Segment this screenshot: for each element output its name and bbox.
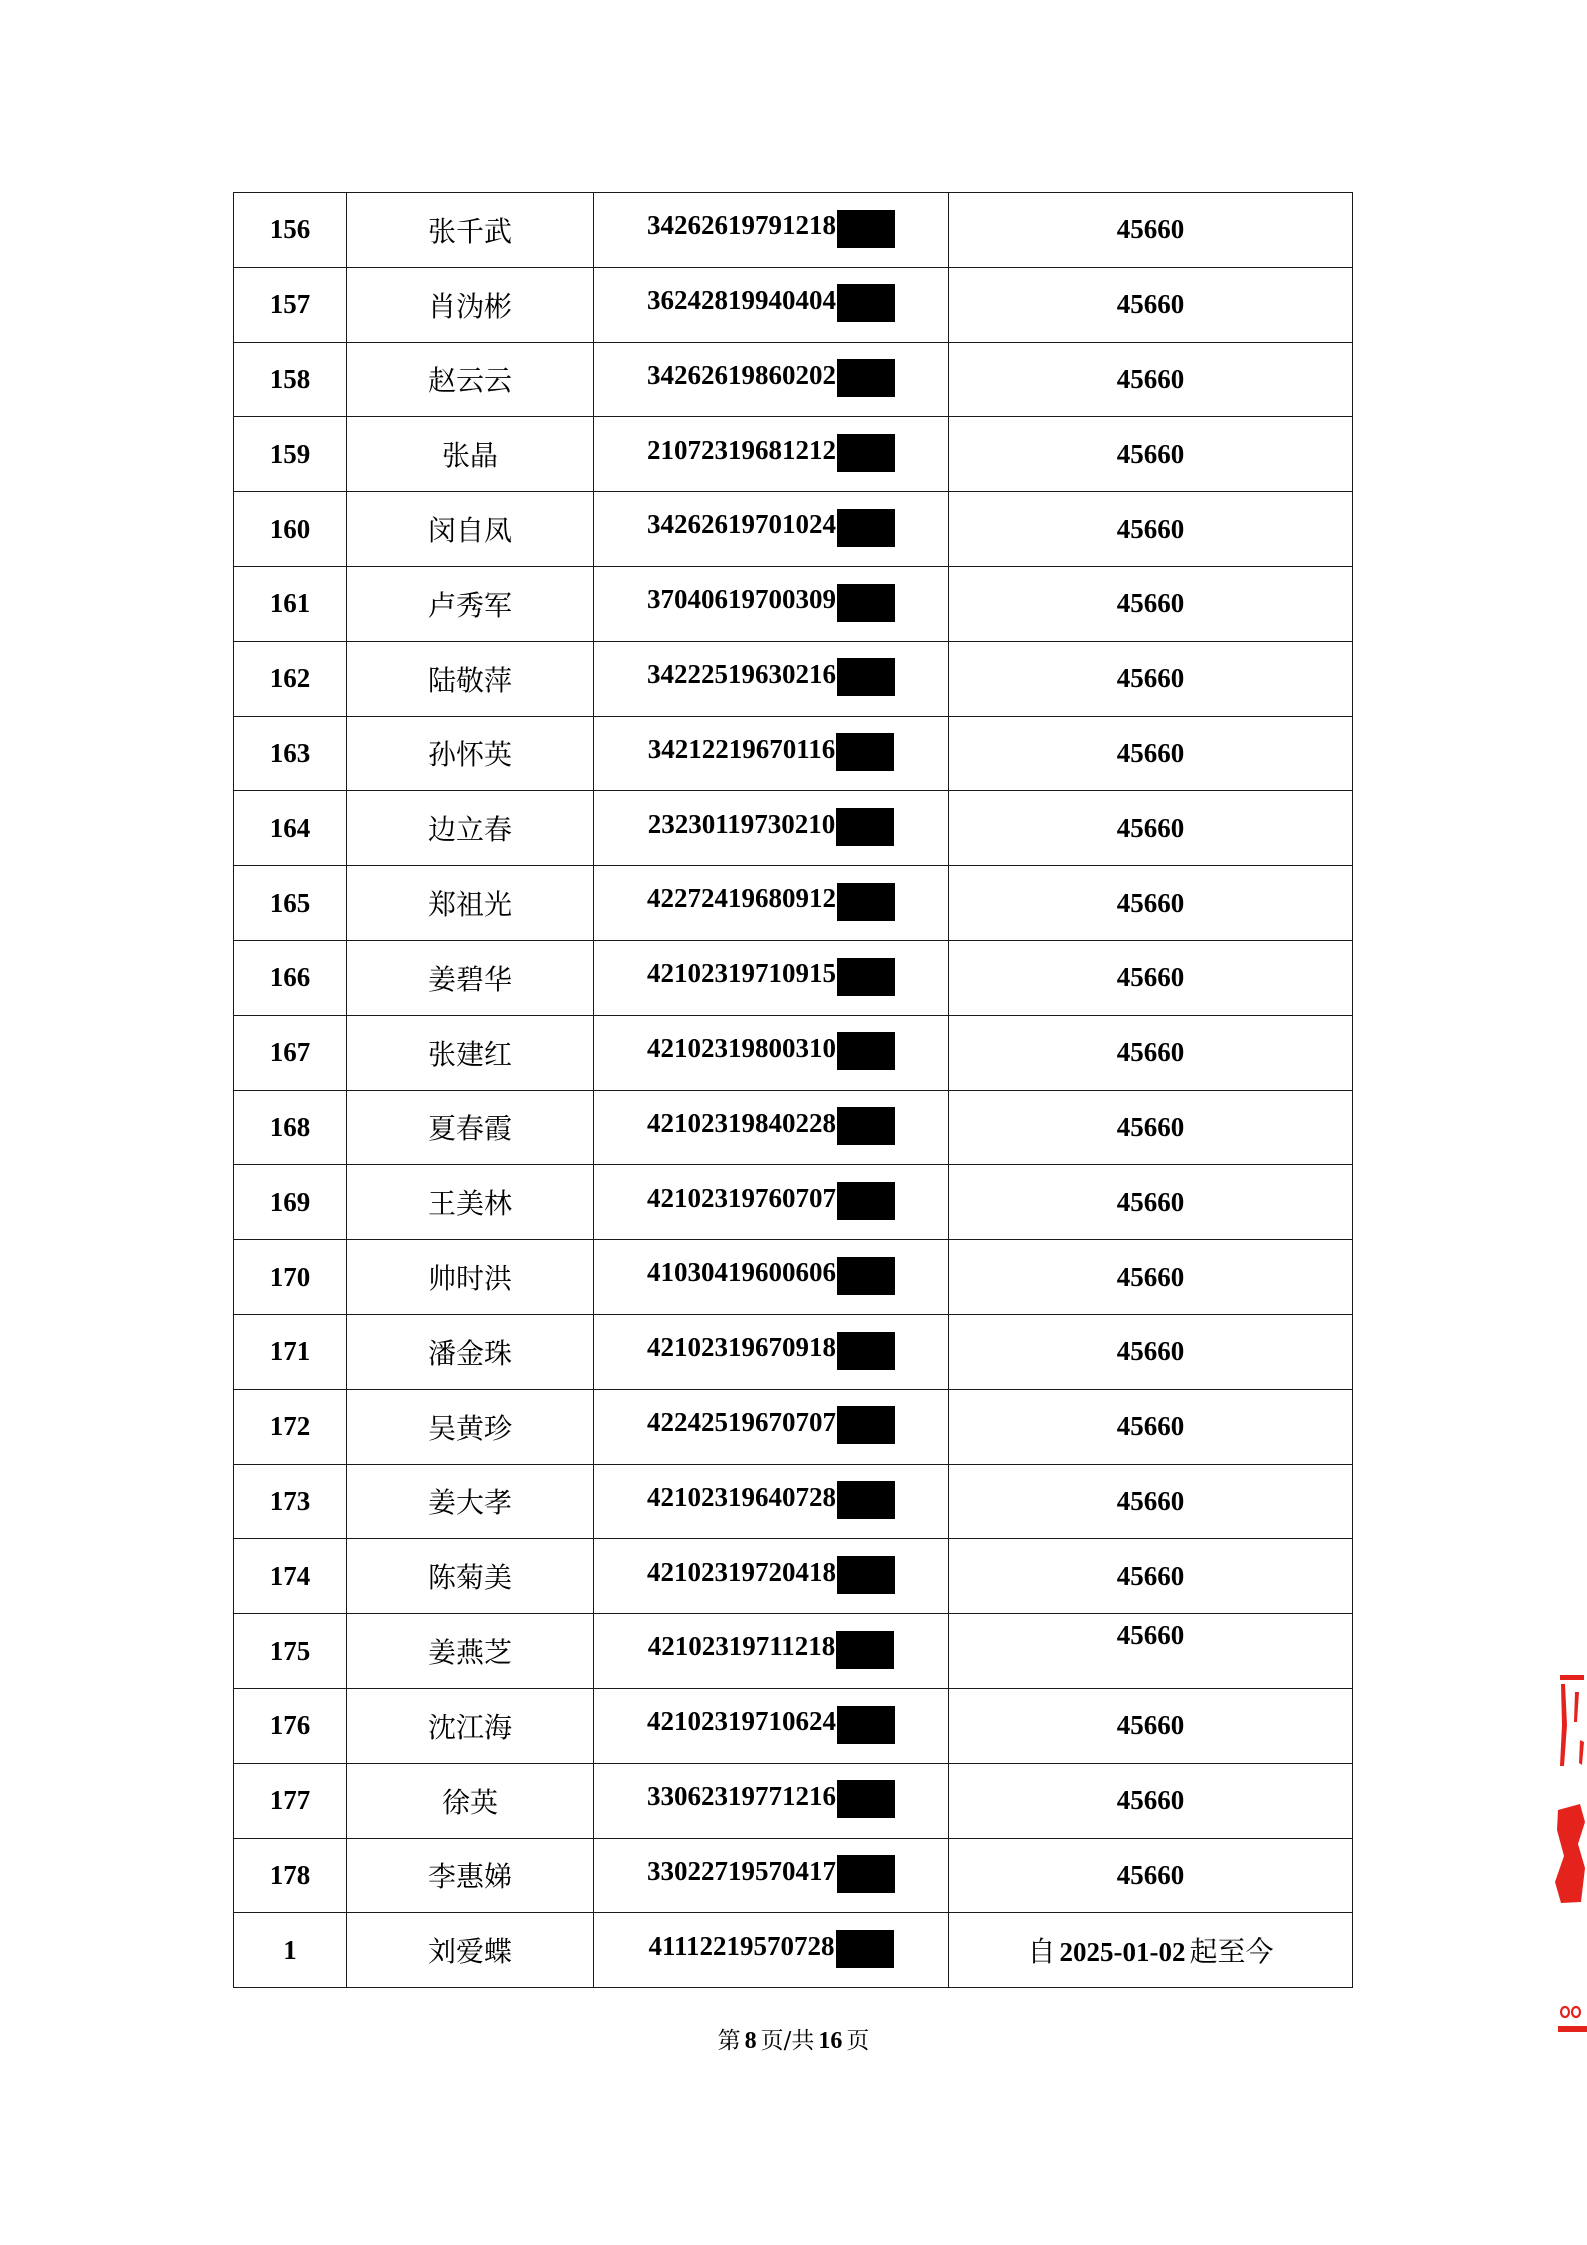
name-cell <box>347 1240 594 1315</box>
id-number-cell <box>594 193 949 268</box>
amount-value: 45660 <box>1116 363 1185 394</box>
id-number-cell <box>594 641 949 716</box>
amount-cell <box>949 1464 1353 1539</box>
person-name: 卢秀军 <box>427 588 512 622</box>
amount-cell <box>949 1913 1353 1988</box>
id-number-visible: 34262619791218 <box>647 210 836 241</box>
id-number-visible: 42102319840228 <box>647 1107 836 1138</box>
id-number-cell <box>594 866 949 941</box>
footer-suffix: 页 <box>846 2028 870 2054</box>
amount-value: 45660 <box>1116 1336 1185 1367</box>
table-row <box>234 1165 1353 1240</box>
id-number-visible: 23230119730210 <box>647 808 836 839</box>
person-name: 姜大孝 <box>427 1486 512 1520</box>
row-number-cell <box>234 342 347 417</box>
id-number-cell <box>594 417 949 492</box>
row-number-cell <box>234 1015 347 1090</box>
redaction-box <box>836 808 894 846</box>
redaction-box <box>837 1706 895 1744</box>
amount-part: 起至今 <box>1189 1935 1274 1969</box>
row-number: 161 <box>269 588 311 619</box>
person-name: 李惠娣 <box>427 1860 512 1894</box>
row-number: 177 <box>269 1785 311 1816</box>
table-row <box>234 1389 1353 1464</box>
id-number-cell <box>594 1838 949 1913</box>
table-row <box>234 193 1353 268</box>
person-name: 沈江海 <box>427 1710 512 1744</box>
row-number-cell <box>234 1389 347 1464</box>
row-number-cell <box>234 1240 347 1315</box>
amount-value: 45660 <box>1116 1785 1185 1816</box>
person-name: 姜碧华 <box>427 962 512 996</box>
table-row <box>234 716 1353 791</box>
row-number-cell <box>234 193 347 268</box>
person-name: 孙怀英 <box>427 738 512 772</box>
redaction-box <box>837 584 895 622</box>
roster-table-body <box>234 193 1353 1988</box>
person-name: 潘金珠 <box>427 1336 512 1370</box>
id-number-cell <box>594 1763 949 1838</box>
id-number-visible: 42242519670707 <box>647 1406 836 1437</box>
redaction-box <box>837 509 895 547</box>
person-name: 赵云云 <box>427 364 512 398</box>
row-number-cell <box>234 641 347 716</box>
amount-value: 45660 <box>1116 1186 1185 1217</box>
row-number: 176 <box>269 1710 311 1741</box>
roster-table <box>233 192 1353 1988</box>
amount-value: 45660 <box>1116 962 1185 993</box>
id-number-cell <box>594 716 949 791</box>
name-cell <box>347 1090 594 1165</box>
redaction-box <box>837 1107 895 1145</box>
row-number-cell <box>234 1614 347 1689</box>
name-cell <box>347 1314 594 1389</box>
amount-cell <box>949 1314 1353 1389</box>
person-name: 陈菊美 <box>427 1561 512 1595</box>
page-footer <box>0 2022 1587 2055</box>
amount-value: 45660 <box>1116 1411 1185 1442</box>
table-row <box>234 267 1353 342</box>
redaction-box <box>837 434 895 472</box>
amount-cell <box>949 1614 1353 1689</box>
row-number: 160 <box>269 513 311 544</box>
id-number-visible: 42102319800310 <box>647 1033 836 1063</box>
amount-value: 45660 <box>1116 663 1185 694</box>
person-name: 帅时洪 <box>427 1262 512 1296</box>
amount-value: 45660 <box>1116 1111 1185 1142</box>
person-name: 姜燕芝 <box>427 1636 512 1670</box>
person-name: 边立春 <box>427 813 512 847</box>
id-number-cell <box>594 791 949 866</box>
row-number: 173 <box>269 1485 311 1516</box>
person-name: 张建红 <box>427 1037 512 1071</box>
id-number-cell <box>594 1015 949 1090</box>
row-number: 171 <box>269 1336 311 1367</box>
amount-cell <box>949 1688 1353 1763</box>
row-number: 156 <box>269 214 311 245</box>
amount-cell <box>949 1015 1353 1090</box>
name-cell <box>347 940 594 1015</box>
footer-prefix: 第 <box>717 2028 741 2054</box>
redaction-box <box>837 1780 895 1818</box>
amount-cell <box>949 492 1353 567</box>
name-cell <box>347 791 594 866</box>
redaction-box <box>837 958 895 996</box>
table-row <box>234 1240 1353 1315</box>
name-cell <box>347 1389 594 1464</box>
id-number-visible: 41030419600606 <box>647 1257 836 1288</box>
id-number-cell <box>594 1464 949 1539</box>
amount-value: 45660 <box>1116 1710 1185 1741</box>
amount-cell <box>949 267 1353 342</box>
amount-value: 45660 <box>1116 737 1185 768</box>
amount-cell <box>949 566 1353 641</box>
person-name: 张晶 <box>441 439 498 473</box>
person-name: 吴黄珍 <box>427 1411 512 1445</box>
table-row <box>234 1614 1353 1689</box>
id-number-visible: 34222519630216 <box>647 659 836 690</box>
id-number-visible: 34212219670116 <box>647 733 836 764</box>
row-number-cell <box>234 1314 347 1389</box>
redaction-box <box>837 284 895 322</box>
footer-middle: 页/共 <box>760 2028 815 2054</box>
id-number-cell <box>594 1614 949 1689</box>
table-row <box>234 1913 1353 1988</box>
amount-value: 45660 <box>1116 588 1185 619</box>
redaction-box <box>836 1930 894 1968</box>
id-number-visible: 42102319710624 <box>647 1706 836 1737</box>
redaction-box <box>837 210 895 248</box>
name-cell <box>347 342 594 417</box>
id-number-visible: 42102319670918 <box>647 1332 836 1363</box>
name-cell <box>347 641 594 716</box>
person-name: 郑祖光 <box>427 888 512 922</box>
id-number-cell <box>594 566 949 641</box>
name-cell <box>347 1464 594 1539</box>
id-number-cell <box>594 1240 949 1315</box>
redaction-box <box>837 1257 895 1295</box>
redaction-box <box>837 1406 895 1444</box>
total-pages: 16 <box>818 2028 843 2054</box>
row-number-cell <box>234 791 347 866</box>
table-row <box>234 866 1353 941</box>
id-number-visible: 42102319720418 <box>647 1556 836 1587</box>
redaction-box <box>837 359 895 397</box>
id-number-visible: 42102319711218 <box>647 1631 836 1662</box>
id-number-cell <box>594 1090 949 1165</box>
row-number-cell <box>234 1688 347 1763</box>
row-number-cell <box>234 1165 347 1240</box>
table-row <box>234 1464 1353 1539</box>
id-number-cell <box>594 1314 949 1389</box>
id-number-visible: 34262619701024 <box>647 509 836 540</box>
table-row <box>234 641 1353 716</box>
redaction-box <box>837 1332 895 1370</box>
name-cell <box>347 492 594 567</box>
row-number-cell <box>234 1763 347 1838</box>
id-number-cell <box>594 940 949 1015</box>
table-row <box>234 1688 1353 1763</box>
id-number-visible: 42102319710915 <box>647 958 836 989</box>
id-number-visible: 21072319681212 <box>647 434 836 465</box>
amount-cell <box>949 1763 1353 1838</box>
table-row <box>234 566 1353 641</box>
amount-cell <box>949 1838 1353 1913</box>
row-number-cell <box>234 566 347 641</box>
redaction-box <box>836 733 894 771</box>
table-row <box>234 1015 1353 1090</box>
person-name: 张千武 <box>427 214 512 248</box>
amount-cell <box>949 193 1353 268</box>
row-number: 174 <box>269 1560 311 1591</box>
name-cell <box>347 1688 594 1763</box>
table-row <box>234 1090 1353 1165</box>
row-number: 159 <box>269 438 311 469</box>
name-cell <box>347 1539 594 1614</box>
row-number-cell <box>234 1838 347 1913</box>
row-number: 1 <box>283 1934 297 1965</box>
table-row <box>234 342 1353 417</box>
row-number: 170 <box>269 1261 311 1292</box>
amount-part: 自 <box>1027 1935 1056 1969</box>
table-row <box>234 492 1353 567</box>
person-name: 肖沩彬 <box>427 289 512 323</box>
name-cell <box>347 1614 594 1689</box>
amount-cell <box>949 791 1353 866</box>
person-name: 夏春霞 <box>427 1112 512 1146</box>
amount-value: 45660 <box>1116 1485 1185 1516</box>
person-name: 王美林 <box>427 1187 512 1221</box>
id-number-visible: 41112219570728 <box>648 1930 835 1961</box>
id-number-cell <box>594 267 949 342</box>
amount-cell <box>949 866 1353 941</box>
amount-cell <box>949 1389 1353 1464</box>
amount-value: 45660 <box>1116 1261 1185 1292</box>
name-cell <box>347 566 594 641</box>
id-number-cell <box>594 1913 949 1988</box>
row-number: 168 <box>269 1111 311 1142</box>
row-number: 169 <box>269 1186 311 1217</box>
amount-cell <box>949 1539 1353 1614</box>
row-number: 167 <box>269 1037 311 1068</box>
person-name: 刘爱蝶 <box>427 1935 512 1969</box>
redaction-box <box>836 1631 894 1669</box>
redaction-box <box>837 1182 895 1220</box>
name-cell <box>347 1763 594 1838</box>
row-number: 157 <box>269 289 311 320</box>
amount-value: 45660 <box>1116 1619 1185 1650</box>
name-cell <box>347 866 594 941</box>
name-cell <box>347 716 594 791</box>
id-number-visible: 42272419680912 <box>647 883 836 914</box>
row-number: 158 <box>269 363 311 394</box>
id-number-visible: 42102319760707 <box>647 1182 836 1213</box>
row-number-cell <box>234 417 347 492</box>
amount-value: 45660 <box>1116 887 1185 918</box>
redaction-box <box>837 1481 895 1519</box>
amount-cell <box>949 940 1353 1015</box>
row-number-cell <box>234 1464 347 1539</box>
redaction-box <box>837 1556 895 1594</box>
id-number-cell <box>594 1539 949 1614</box>
row-number-cell <box>234 716 347 791</box>
id-number-visible: 37040619700309 <box>647 584 836 615</box>
amount-cell <box>949 342 1353 417</box>
row-number-cell <box>234 492 347 567</box>
id-number-visible: 42102319640728 <box>647 1481 836 1512</box>
amount-value: 45660 <box>1116 1560 1185 1591</box>
name-cell <box>347 1015 594 1090</box>
table-row <box>234 1763 1353 1838</box>
amount-cell <box>949 641 1353 716</box>
row-number: 178 <box>269 1859 311 1890</box>
row-number: 166 <box>269 962 311 993</box>
name-cell <box>347 417 594 492</box>
redaction-box <box>837 658 895 696</box>
amount-value: 45660 <box>1116 1859 1185 1890</box>
redaction-box <box>837 1032 895 1070</box>
id-number-cell <box>594 492 949 567</box>
row-number-cell <box>234 940 347 1015</box>
row-number-cell <box>234 866 347 941</box>
table-row <box>234 1539 1353 1614</box>
amount-value: 45660 <box>1116 1037 1185 1068</box>
table-row <box>234 791 1353 866</box>
name-cell <box>347 1165 594 1240</box>
row-number: 165 <box>269 887 311 918</box>
id-number-cell <box>594 1165 949 1240</box>
row-number: 164 <box>269 812 311 843</box>
seal-fragment <box>1550 1670 1587 2045</box>
person-name: 闵自凤 <box>427 514 512 548</box>
table-row <box>234 1314 1353 1389</box>
amount-value: 45660 <box>1116 438 1185 469</box>
name-cell <box>347 193 594 268</box>
id-number-visible: 34262619860202 <box>647 359 836 390</box>
row-number: 163 <box>269 737 311 768</box>
name-cell <box>347 267 594 342</box>
amount-cell <box>949 716 1353 791</box>
row-number-cell <box>234 1090 347 1165</box>
amount-value: 45660 <box>1116 289 1185 320</box>
row-number: 162 <box>269 663 311 694</box>
row-number: 172 <box>269 1411 311 1442</box>
id-number-visible: 33062319771216 <box>647 1780 836 1811</box>
current-page-number: 8 <box>744 2028 757 2054</box>
amount-value: 45660 <box>1116 214 1185 245</box>
id-number-cell <box>594 1389 949 1464</box>
amount-cell <box>949 417 1353 492</box>
row-number-cell <box>234 1913 347 1988</box>
row-number-cell <box>234 1539 347 1614</box>
amount-value: 45660 <box>1116 513 1185 544</box>
id-number-cell <box>594 1688 949 1763</box>
amount-cell <box>949 1090 1353 1165</box>
amount-cell <box>949 1165 1353 1240</box>
id-number-cell <box>594 342 949 417</box>
amount-value: 45660 <box>1116 812 1185 843</box>
redaction-box <box>837 883 895 921</box>
table-row <box>234 1838 1353 1913</box>
name-cell <box>347 1913 594 1988</box>
table-row <box>234 940 1353 1015</box>
amount-cell <box>949 1240 1353 1315</box>
redaction-box <box>837 1855 895 1893</box>
person-name: 陆敬萍 <box>427 663 512 697</box>
person-name: 徐英 <box>441 1785 498 1819</box>
table-row <box>234 417 1353 492</box>
name-cell <box>347 1838 594 1913</box>
row-number-cell <box>234 267 347 342</box>
id-number-visible: 33022719570417 <box>647 1855 836 1886</box>
amount-part: 2025-01-02 <box>1059 1937 1186 1968</box>
id-number-visible: 36242819940404 <box>647 285 836 316</box>
row-number: 175 <box>269 1635 311 1666</box>
